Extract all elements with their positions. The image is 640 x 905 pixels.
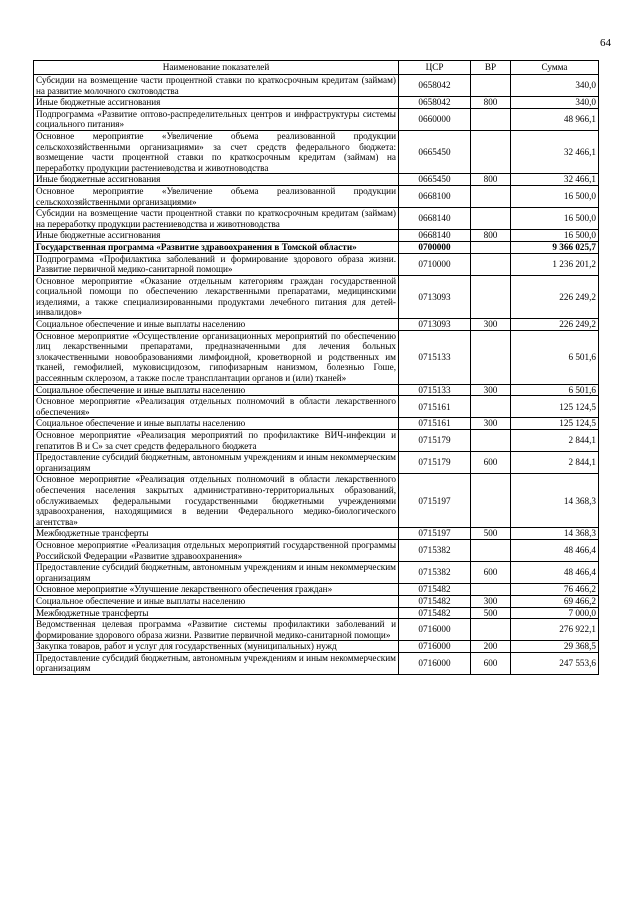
table-row [34,97,599,109]
row-name-cell: Иные бюджетные ассигнования [34,174,399,186]
row-sum-cell: 16 500,0 [511,208,599,230]
row-code-cell: 0660000 [399,108,471,130]
row-name-cell: Основное мероприятие «Реализация отдельных полномочий в области лекарственного обеспечения» [34,396,399,418]
row-sum-cell: 69 466,2 [511,595,599,607]
row-sum-cell: 7 000,0 [511,607,599,619]
row-code-cell: 0658042 [399,97,471,109]
row-name-cell: Социальное обеспечение и иные выплаты населению [34,595,399,607]
row-sum-cell: 226 249,2 [511,275,599,318]
row-name-cell: Предоставление субсидий бюджетным, автономным учреждениям и иным некоммерческим организациям [34,562,399,584]
row-vr-cell [471,396,511,418]
row-vr-cell [471,75,511,97]
row-name-cell: Основное мероприятие «Осуществление организационных мероприятий по обеспечению лиц лекарственными препаратами, предназначенными для лечения больных злокачественными новообразованиями лимфоидной, кроветворной и родственных им тканей, гемофилией, муковисцидозом, гипофизарным нанизмом, болезнью Гоше, рассеянным склерозом, а также после трансплантации органов и (или) тканей» [34,330,399,384]
row-code-cell: 0716000 [399,641,471,653]
table-header-row [34,61,599,75]
row-code-cell: 0665450 [399,130,471,173]
row-code-cell: 0715133 [399,384,471,396]
row-name-cell: Основное мероприятие «Улучшение лекарственного обеспечения граждан» [34,584,399,596]
row-vr-cell: 600 [471,452,511,474]
row-code-cell: 0715161 [399,396,471,418]
table-row [34,241,599,253]
row-name-cell: Межбюджетные трансферты [34,607,399,619]
table-row [34,208,599,230]
row-vr-cell: 800 [471,97,511,109]
row-vr-cell: 600 [471,562,511,584]
row-sum-cell: 48 966,1 [511,108,599,130]
row-code-cell: 0715161 [399,418,471,430]
row-sum-cell: 76 466,2 [511,584,599,596]
table-row [34,384,599,396]
row-name-cell: Предоставление субсидий бюджетным, автономным учреждениям и иным некоммерческим организациям [34,452,399,474]
table-row [34,130,599,173]
row-name-cell: Основное мероприятие «Реализация отдельных мероприятий государственной программы Российской Федерации «Развитие здравоохранения» [34,539,399,561]
row-name-cell: Социальное обеспечение и иные выплаты населению [34,418,399,430]
row-vr-cell: 300 [471,595,511,607]
table-row [34,652,599,674]
table-row [34,330,599,384]
row-code-cell: 0715197 [399,528,471,540]
row-vr-cell: 800 [471,230,511,242]
row-name-cell: Подпрограмма «Развитие оптово-распределительных центров и инфраструктуры системы социального питания» [34,108,399,130]
row-sum-cell: 125 124,5 [511,396,599,418]
row-code-cell: 0668140 [399,230,471,242]
row-vr-cell: 800 [471,174,511,186]
row-code-cell: 0715482 [399,584,471,596]
row-sum-cell: 48 466,4 [511,539,599,561]
row-sum-cell: 340,0 [511,97,599,109]
row-sum-cell: 1 236 201,2 [511,253,599,275]
row-name-cell: Государственная программа «Развитие здравоохранения в Томской области» [34,241,399,253]
row-name-cell: Субсидии на возмещение части процентной ставки по краткосрочным кредитам (займам) на развитие молочного скотоводства [34,75,399,97]
row-code-cell: 0716000 [399,619,471,641]
row-sum-cell: 6 501,6 [511,330,599,384]
row-sum-cell: 226 249,2 [511,319,599,331]
row-sum-cell: 6 501,6 [511,384,599,396]
row-code-cell: 0668100 [399,185,471,207]
row-vr-cell: 600 [471,652,511,674]
row-vr-cell [471,584,511,596]
table-row [34,452,599,474]
table-row [34,174,599,186]
row-vr-cell: 300 [471,384,511,396]
row-name-cell: Социальное обеспечение и иные выплаты населению [34,384,399,396]
row-vr-cell: 300 [471,319,511,331]
row-vr-cell: 500 [471,528,511,540]
row-name-cell: Подпрограмма «Профилактика заболеваний и формирование здорового образа жизни. Развитие первичной медико-санитарной помощи» [34,253,399,275]
row-vr-cell [471,253,511,275]
row-vr-cell: 300 [471,418,511,430]
row-sum-cell: 340,0 [511,75,599,97]
row-code-cell: 0715133 [399,330,471,384]
row-vr-cell [471,275,511,318]
row-sum-cell: 9 366 025,7 [511,241,599,253]
row-name-cell: Ведомственная целевая программа «Развитие системы профилактики заболеваний и формирование здорового образа жизни. Развитие первичной медико-санитарной помощи» [34,619,399,641]
table-row [34,253,599,275]
row-code-cell: 0716000 [399,652,471,674]
row-sum-cell: 125 124,5 [511,418,599,430]
row-vr-cell [471,430,511,452]
row-name-cell: Субсидии на возмещение части процентной ставки по краткосрочным кредитам (займам) на переработку продукции растениеводства и животноводства [34,208,399,230]
row-name-cell: Иные бюджетные ассигнования [34,97,399,109]
table-row [34,108,599,130]
row-vr-cell [471,108,511,130]
row-sum-cell: 14 368,3 [511,474,599,528]
table-row [34,396,599,418]
row-code-cell: 0713093 [399,275,471,318]
row-name-cell: Социальное обеспечение и иные выплаты населению [34,319,399,331]
row-code-cell: 0715197 [399,474,471,528]
row-vr-cell [471,130,511,173]
table-row [34,185,599,207]
table-row [34,641,599,653]
table-row [34,430,599,452]
row-sum-cell: 32 466,1 [511,130,599,173]
header-vr: ВР [471,61,511,75]
table-row [34,584,599,596]
row-sum-cell: 276 922,1 [511,619,599,641]
row-name-cell: Межбюджетные трансферты [34,528,399,540]
table-row [34,230,599,242]
header-code: ЦСР [399,61,471,75]
row-name-cell: Основное мероприятие «Реализация отдельных полномочий в области лекарственного обеспечения населения закрытых административно-территориальных образований, обслуживаемых федеральными государственными бюджетными учреждениями здравоохранения, находящимися в ведении Федерального медико-биологического агентства» [34,474,399,528]
row-code-cell: 0713093 [399,319,471,331]
row-name-cell: Основное мероприятие «Увеличение объема реализованной продукции сельскохозяйственными организациями» [34,185,399,207]
row-code-cell: 0658042 [399,75,471,97]
row-vr-cell [471,208,511,230]
row-code-cell: 0715482 [399,607,471,619]
table-row [34,539,599,561]
row-code-cell: 0715482 [399,595,471,607]
row-name-cell: Иные бюджетные ассигнования [34,230,399,242]
row-vr-cell [471,185,511,207]
row-vr-cell [471,539,511,561]
table-row [34,275,599,318]
table-row [34,528,599,540]
row-code-cell: 0668140 [399,208,471,230]
row-name-cell: Основное мероприятие «Увеличение объема реализованной продукции сельскохозяйственными организациями» за счет средств федерального бюджета: возмещение части процентной ставки по краткосрочным кредитам (займам) на переработку продукции растениеводства и животноводства [34,130,399,173]
row-sum-cell: 16 500,0 [511,230,599,242]
row-vr-cell [471,241,511,253]
row-sum-cell: 48 466,4 [511,562,599,584]
row-code-cell: 0710000 [399,253,471,275]
row-code-cell: 0715179 [399,430,471,452]
table-row [34,619,599,641]
table-row [34,418,599,430]
budget-table [33,60,599,675]
table-row [34,562,599,584]
row-name-cell: Основное мероприятие «Реализация мероприятий по профилактике ВИЧ-инфекции и гепатитов В и С» за счет средств федерального бюджета [34,430,399,452]
row-sum-cell: 2 844,1 [511,452,599,474]
row-code-cell: 0700000 [399,241,471,253]
row-code-cell: 0715382 [399,539,471,561]
row-vr-cell: 500 [471,607,511,619]
row-name-cell: Основное мероприятие «Оказание отдельным категориям граждан государственной социальной помощи по обеспечению лекарственными препаратами, медицинскими изделиями, а также специализированными продуктами лечебного питания для детей-инвалидов» [34,275,399,318]
row-code-cell: 0715179 [399,452,471,474]
row-sum-cell: 16 500,0 [511,185,599,207]
row-vr-cell [471,474,511,528]
row-name-cell: Предоставление субсидий бюджетным, автономным учреждениям и иным некоммерческим организациям [34,652,399,674]
row-sum-cell: 247 553,6 [511,652,599,674]
row-sum-cell: 14 368,3 [511,528,599,540]
row-vr-cell [471,619,511,641]
row-vr-cell: 200 [471,641,511,653]
row-sum-cell: 32 466,1 [511,174,599,186]
table-row [34,75,599,97]
header-name: Наименование показателей [34,61,399,75]
row-sum-cell: 2 844,1 [511,430,599,452]
row-code-cell: 0715382 [399,562,471,584]
row-vr-cell [471,330,511,384]
row-sum-cell: 29 368,5 [511,641,599,653]
table-row [34,595,599,607]
page-number: 64 [600,37,611,49]
row-name-cell: Закупка товаров, работ и услуг для государственных (муниципальных) нужд [34,641,399,653]
row-code-cell: 0665450 [399,174,471,186]
table-row [34,607,599,619]
header-sum: Сумма [511,61,599,75]
table-row [34,474,599,528]
table-row [34,319,599,331]
